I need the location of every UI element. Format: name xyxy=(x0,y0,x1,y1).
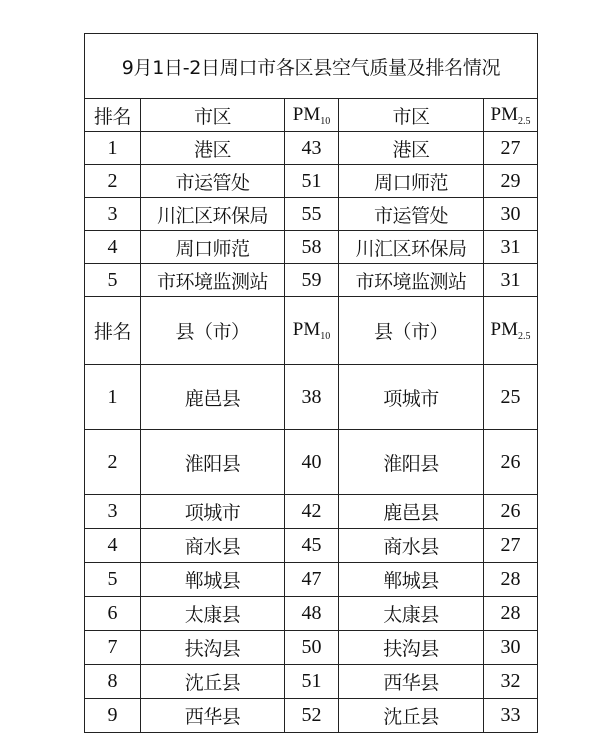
pm10-value-cell: 43 xyxy=(285,132,339,165)
pm10-site-cell: 太康县 xyxy=(141,597,285,631)
table-row xyxy=(85,430,538,495)
pm25-site-cell: 扶沟县 xyxy=(339,631,484,665)
pm25-site-cell: 沈丘县 xyxy=(339,699,484,733)
rank-cell: 6 xyxy=(85,597,141,631)
pm25-site-cell: 市运管处 xyxy=(339,198,484,231)
pm10-value-cell: 52 xyxy=(285,699,339,733)
area-header-pm25: 市区 xyxy=(339,99,484,132)
pm25-header-sub: 2.5 xyxy=(517,115,531,127)
rank-cell: 2 xyxy=(85,430,141,495)
county-header-row xyxy=(85,297,538,365)
pm25-value-cell: 27 xyxy=(484,132,538,165)
pm10-header xyxy=(285,99,339,132)
pm25-header xyxy=(484,297,538,365)
rank-cell: 2 xyxy=(85,165,141,198)
table-row xyxy=(85,365,538,430)
pm25-header-base: PM xyxy=(490,319,518,340)
pm10-value-cell: 40 xyxy=(285,430,339,495)
rank-cell: 3 xyxy=(85,495,141,529)
rank-header: 排名 xyxy=(85,297,141,365)
pm25-value-cell: 32 xyxy=(484,665,538,699)
table-row xyxy=(85,529,538,563)
table-row xyxy=(85,231,538,264)
pm10-site-cell: 市环境监测站 xyxy=(141,264,285,297)
pm10-site-cell: 商水县 xyxy=(141,529,285,563)
table-row xyxy=(85,198,538,231)
pm25-value-cell: 31 xyxy=(484,264,538,297)
pm25-value-cell: 31 xyxy=(484,231,538,264)
table-row xyxy=(85,132,538,165)
area-header-pm25: 县（市） xyxy=(339,297,484,365)
pm25-value-cell: 26 xyxy=(484,430,538,495)
table-row xyxy=(85,264,538,297)
pm10-value-cell: 58 xyxy=(285,231,339,264)
pm25-value-cell: 27 xyxy=(484,529,538,563)
pm10-site-cell: 郸城县 xyxy=(141,563,285,597)
pm25-value-cell: 33 xyxy=(484,699,538,733)
pm10-site-cell: 淮阳县 xyxy=(141,430,285,495)
pm25-site-cell: 鹿邑县 xyxy=(339,495,484,529)
pm10-site-cell: 西华县 xyxy=(141,699,285,733)
pm10-value-cell: 59 xyxy=(285,264,339,297)
pm10-value-cell: 51 xyxy=(285,165,339,198)
pm10-value-cell: 48 xyxy=(285,597,339,631)
pm25-header-base: PM xyxy=(490,103,518,125)
rank-cell: 9 xyxy=(85,699,141,733)
pm25-site-cell: 郸城县 xyxy=(339,563,484,597)
pm25-value-cell: 26 xyxy=(484,495,538,529)
pm25-value-cell: 30 xyxy=(484,631,538,665)
pm25-value-cell: 28 xyxy=(484,563,538,597)
pm25-site-cell: 港区 xyxy=(339,132,484,165)
table-title: 9月1日-2日周口市各区县空气质量及排名情况 xyxy=(85,34,538,99)
pm25-site-cell: 商水县 xyxy=(339,529,484,563)
pm25-site-cell: 太康县 xyxy=(339,597,484,631)
pm10-site-cell: 周口师范 xyxy=(141,231,285,264)
rank-cell: 1 xyxy=(85,132,141,165)
area-header-pm10: 县（市） xyxy=(141,297,285,365)
pm25-site-cell: 西华县 xyxy=(339,665,484,699)
rank-cell: 7 xyxy=(85,631,141,665)
rank-header: 排名 xyxy=(85,99,141,132)
table-row xyxy=(85,699,538,733)
pm10-header-sub: 10 xyxy=(320,115,331,127)
table-row xyxy=(85,165,538,198)
pm10-site-cell: 市运管处 xyxy=(141,165,285,198)
pm25-site-cell: 淮阳县 xyxy=(339,430,484,495)
title-row xyxy=(85,34,538,99)
table-row xyxy=(85,495,538,529)
pm10-site-cell: 鹿邑县 xyxy=(141,365,285,430)
pm10-value-cell: 38 xyxy=(285,365,339,430)
pm25-header xyxy=(484,99,538,132)
rank-cell: 3 xyxy=(85,198,141,231)
rank-cell: 8 xyxy=(85,665,141,699)
table-row xyxy=(85,631,538,665)
urban-header-row xyxy=(85,99,538,132)
table-row xyxy=(85,597,538,631)
rank-cell: 4 xyxy=(85,231,141,264)
pm10-site-cell: 港区 xyxy=(141,132,285,165)
air-quality-table xyxy=(84,33,538,733)
rank-cell: 1 xyxy=(85,365,141,430)
table-row xyxy=(85,563,538,597)
pm25-site-cell: 川汇区环保局 xyxy=(339,231,484,264)
pm10-value-cell: 55 xyxy=(285,198,339,231)
pm10-value-cell: 47 xyxy=(285,563,339,597)
pm25-value-cell: 25 xyxy=(484,365,538,430)
pm10-site-cell: 扶沟县 xyxy=(141,631,285,665)
pm25-value-cell: 28 xyxy=(484,597,538,631)
pm10-value-cell: 50 xyxy=(285,631,339,665)
pm10-header-sub: 10 xyxy=(320,331,331,342)
pm25-site-cell: 项城市 xyxy=(339,365,484,430)
pm25-header-sub: 2.5 xyxy=(517,331,531,342)
rank-cell: 5 xyxy=(85,264,141,297)
pm10-site-cell: 川汇区环保局 xyxy=(141,198,285,231)
pm25-site-cell: 周口师范 xyxy=(339,165,484,198)
pm10-value-cell: 45 xyxy=(285,529,339,563)
pm10-header-base: PM xyxy=(292,103,321,125)
pm25-value-cell: 29 xyxy=(484,165,538,198)
pm10-value-cell: 42 xyxy=(285,495,339,529)
table-row xyxy=(85,665,538,699)
pm10-site-cell: 沈丘县 xyxy=(141,665,285,699)
pm10-header-base: PM xyxy=(292,319,321,340)
pm10-value-cell: 51 xyxy=(285,665,339,699)
rank-cell: 5 xyxy=(85,563,141,597)
pm10-header xyxy=(285,297,339,365)
pm25-value-cell: 30 xyxy=(484,198,538,231)
area-header-pm10: 市区 xyxy=(141,99,285,132)
rank-cell: 4 xyxy=(85,529,141,563)
pm10-site-cell: 项城市 xyxy=(141,495,285,529)
pm25-site-cell: 市环境监测站 xyxy=(339,264,484,297)
